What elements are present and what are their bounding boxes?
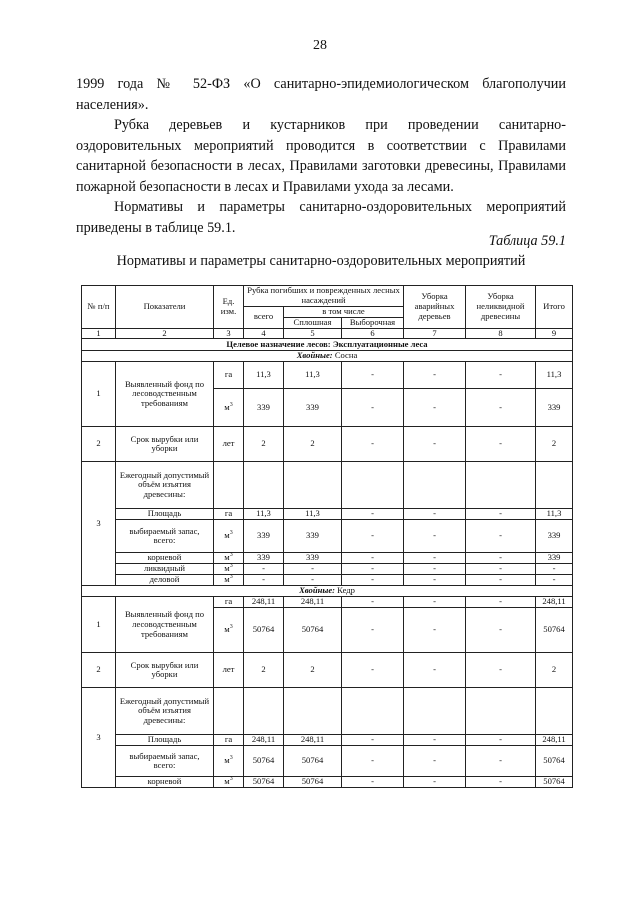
species-title	[82, 351, 573, 362]
norms-table	[81, 285, 573, 788]
value-cell: -	[404, 389, 466, 427]
unit-sup: 3	[229, 563, 233, 570]
unit-cell	[214, 608, 244, 653]
empty-cell	[342, 688, 404, 735]
value-cell: 50764	[536, 777, 573, 788]
row-label: Площадь	[116, 735, 214, 746]
value-cell: -	[466, 362, 536, 389]
value-cell: 2	[536, 653, 573, 688]
unit-sup: 3	[229, 755, 233, 762]
empty-cell	[244, 688, 284, 735]
empty-cell	[244, 462, 284, 509]
value-cell: 339	[244, 553, 284, 564]
empty-cell	[466, 462, 536, 509]
value-cell: -	[404, 777, 466, 788]
value-cell: -	[404, 608, 466, 653]
table-row	[82, 509, 573, 520]
value-cell: 50764	[284, 746, 342, 777]
value-cell: 50764	[536, 746, 573, 777]
species-name: Сосна	[334, 350, 358, 361]
table-row	[82, 564, 573, 575]
value-cell: -	[466, 553, 536, 564]
value-cell: -	[284, 575, 342, 586]
value-cell: 248,11	[536, 597, 573, 608]
unit-sup: 3	[229, 574, 233, 581]
value-cell: 339	[244, 389, 284, 427]
col-number: 1	[82, 328, 116, 339]
value-cell: -	[466, 520, 536, 553]
header-selective: Выборочная	[342, 317, 404, 328]
value-cell: 339	[536, 553, 573, 564]
value-cell: -	[536, 564, 573, 575]
header-total: Итого	[536, 286, 573, 329]
row-number: 3	[82, 688, 116, 788]
table-label: Таблица 59.1	[488, 233, 566, 249]
value-cell: 339	[244, 520, 284, 553]
value-cell: 248,11	[244, 597, 284, 608]
value-cell: 2	[284, 653, 342, 688]
unit-sup: 3	[229, 402, 233, 409]
value-cell: -	[342, 427, 404, 462]
table-row	[82, 362, 573, 389]
species-prefix: Хвойные:	[296, 350, 333, 361]
value-cell: -	[244, 564, 284, 575]
row-label: выбираемый запас, всего:	[116, 746, 214, 777]
value-cell: -	[404, 553, 466, 564]
section-title: Целевое назначение лесов: Эксплуатационные леса	[82, 339, 573, 351]
empty-cell	[284, 688, 342, 735]
unit-cell: лет	[214, 427, 244, 462]
row-number: 3	[82, 462, 116, 586]
unit-text: м	[224, 563, 230, 574]
value-cell: -	[404, 362, 466, 389]
unit-text: м	[224, 755, 230, 766]
unit-cell: га	[214, 362, 244, 389]
unit-cell	[214, 564, 244, 575]
unit-cell: га	[214, 735, 244, 746]
empty-cell	[214, 688, 244, 735]
value-cell: -	[342, 575, 404, 586]
table-row	[82, 427, 573, 462]
value-cell: 11,3	[284, 509, 342, 520]
value-cell: -	[466, 427, 536, 462]
col-number: 4	[244, 328, 284, 339]
unit-sup: 3	[229, 530, 233, 537]
value-cell: -	[342, 520, 404, 553]
value-cell: -	[342, 564, 404, 575]
value-cell: -	[466, 597, 536, 608]
value-cell: -	[466, 746, 536, 777]
row-label: Ежегодный допустимый объём изъятия древесины:	[116, 462, 214, 509]
row-label: Срок вырубки или уборки	[116, 653, 214, 688]
value-cell: -	[466, 509, 536, 520]
value-cell: -	[536, 575, 573, 586]
row-number: 2	[82, 653, 116, 688]
table-row	[82, 462, 573, 509]
value-cell: 50764	[244, 746, 284, 777]
unit-cell: га	[214, 509, 244, 520]
table-row	[82, 597, 573, 608]
row-number: 2	[82, 427, 116, 462]
value-cell: -	[404, 575, 466, 586]
col-number: 2	[116, 328, 214, 339]
empty-cell	[214, 462, 244, 509]
header-indicators: Показатели	[116, 286, 214, 329]
unit-cell	[214, 520, 244, 553]
value-cell: 339	[284, 553, 342, 564]
header-row	[82, 286, 573, 307]
value-cell: 339	[284, 389, 342, 427]
row-number: 1	[82, 597, 116, 653]
table-row	[82, 746, 573, 777]
value-cell: 50764	[244, 777, 284, 788]
value-cell: 339	[284, 520, 342, 553]
header-unit: Ед. изм.	[214, 286, 244, 329]
table-row	[82, 777, 573, 788]
row-label: деловой	[116, 575, 214, 586]
value-cell: 50764	[536, 608, 573, 653]
header-emergency: Уборка аварийных деревьев	[404, 286, 466, 329]
row-label: Площадь	[116, 509, 214, 520]
value-cell: 50764	[284, 608, 342, 653]
col-number: 3	[214, 328, 244, 339]
empty-cell	[342, 462, 404, 509]
table-row	[82, 553, 573, 564]
species-row	[82, 586, 573, 597]
col-number: 9	[536, 328, 573, 339]
value-cell: -	[466, 575, 536, 586]
value-cell: 11,3	[536, 362, 573, 389]
value-cell: -	[404, 653, 466, 688]
value-cell: -	[342, 735, 404, 746]
paragraph: Рубка деревьев и кустарников при проведении санитарно-оздоровительных мероприятий проводится в соответствии с Правилами санитарной безопасности в лесах, Правилами заготовки древесины, Правилами пожарной безопасности в лесах и Правилами ухода за лесами.	[76, 117, 566, 195]
value-cell: -	[404, 746, 466, 777]
section-row	[82, 339, 573, 351]
row-label: корневой	[116, 777, 214, 788]
value-cell: -	[466, 564, 536, 575]
col-number: 8	[466, 328, 536, 339]
value-cell: -	[404, 597, 466, 608]
unit-sup: 3	[229, 624, 233, 631]
unit-cell: га	[214, 597, 244, 608]
value-cell: -	[466, 735, 536, 746]
empty-cell	[404, 688, 466, 735]
value-cell: -	[342, 389, 404, 427]
species-prefix: Хвойные:	[299, 585, 336, 596]
paragraph: Нормативы и параметры санитарно-оздоровительных мероприятий приведены в таблице 59.1.	[76, 199, 566, 236]
header-num: № п/п	[82, 286, 116, 329]
header-felling: Рубка погибших и поврежденных лесных насаждений	[244, 286, 404, 307]
species-name: Кедр	[337, 585, 355, 596]
unit-cell	[214, 553, 244, 564]
unit-text: м	[224, 574, 230, 585]
value-cell: -	[342, 597, 404, 608]
value-cell: 248,11	[284, 735, 342, 746]
header-total-all: всего	[244, 306, 284, 328]
table-row	[82, 688, 573, 735]
header-solid: Сплошная	[284, 317, 342, 328]
value-cell: 11,3	[244, 509, 284, 520]
value-cell: -	[342, 509, 404, 520]
value-cell: -	[342, 653, 404, 688]
row-label: Ежегодный допустимый объём изъятия древесины:	[116, 688, 214, 735]
empty-cell	[284, 462, 342, 509]
col-number: 7	[404, 328, 466, 339]
column-numbers-row	[82, 328, 573, 339]
unit-sup: 3	[229, 776, 233, 783]
table-title: Нормативы и параметры санитарно-оздоровительных мероприятий	[116, 253, 526, 269]
value-cell: 2	[244, 427, 284, 462]
row-label: Выявленный фонд по лесоводственным требованиям	[116, 597, 214, 653]
unit-cell	[214, 389, 244, 427]
empty-cell	[404, 462, 466, 509]
unit-text: м	[224, 776, 230, 787]
table-row	[82, 520, 573, 553]
unit-cell	[214, 746, 244, 777]
value-cell: -	[466, 653, 536, 688]
row-label: ликвидный	[116, 564, 214, 575]
unit-text: м	[224, 624, 230, 635]
value-cell: 339	[536, 520, 573, 553]
row-label: выбираемый запас, всего:	[116, 520, 214, 553]
row-label: Выявленный фонд по лесоводственным требованиям	[116, 362, 214, 427]
value-cell: -	[404, 427, 466, 462]
value-cell: -	[404, 520, 466, 553]
header-incl: в том числе	[284, 306, 404, 317]
unit-text: м	[224, 552, 230, 563]
value-cell: 11,3	[244, 362, 284, 389]
value-cell: -	[342, 608, 404, 653]
value-cell: 248,11	[244, 735, 284, 746]
row-label: корневой	[116, 553, 214, 564]
empty-cell	[466, 688, 536, 735]
col-number: 6	[342, 328, 404, 339]
unit-cell: лет	[214, 653, 244, 688]
value-cell: 11,3	[284, 362, 342, 389]
value-cell: -	[284, 564, 342, 575]
value-cell: -	[342, 553, 404, 564]
value-cell: 248,11	[284, 597, 342, 608]
value-cell: -	[404, 509, 466, 520]
value-cell: 50764	[284, 777, 342, 788]
value-cell: 2	[284, 427, 342, 462]
unit-text: м	[224, 401, 230, 412]
value-cell: 2	[244, 653, 284, 688]
unit-cell	[214, 777, 244, 788]
value-cell: -	[466, 777, 536, 788]
table-row	[82, 653, 573, 688]
body-text	[76, 74, 566, 238]
col-number: 5	[284, 328, 342, 339]
header-illiquid: Уборка неликвидной древесины	[466, 286, 536, 329]
value-cell: 339	[536, 389, 573, 427]
value-cell: 50764	[244, 608, 284, 653]
value-cell: -	[342, 362, 404, 389]
unit-text: м	[224, 530, 230, 541]
row-number: 1	[82, 362, 116, 427]
empty-cell	[536, 462, 573, 509]
row-label: Срок вырубки или уборки	[116, 427, 214, 462]
species-title	[82, 586, 573, 597]
value-cell: -	[244, 575, 284, 586]
value-cell: 2	[536, 427, 573, 462]
table-row	[82, 575, 573, 586]
value-cell: -	[466, 389, 536, 427]
paragraph: 1999 года № 52-ФЗ «О санитарно-эпидемиологическом благополучии населения».	[76, 76, 566, 113]
value-cell: -	[342, 777, 404, 788]
unit-cell	[214, 575, 244, 586]
value-cell: -	[404, 735, 466, 746]
species-row	[82, 351, 573, 362]
value-cell: 11,3	[536, 509, 573, 520]
value-cell: -	[466, 608, 536, 653]
value-cell: -	[342, 746, 404, 777]
empty-cell	[536, 688, 573, 735]
page-number: 28	[313, 38, 327, 53]
unit-sup: 3	[229, 552, 233, 559]
table-row	[82, 735, 573, 746]
value-cell: -	[404, 564, 466, 575]
value-cell: 248,11	[536, 735, 573, 746]
